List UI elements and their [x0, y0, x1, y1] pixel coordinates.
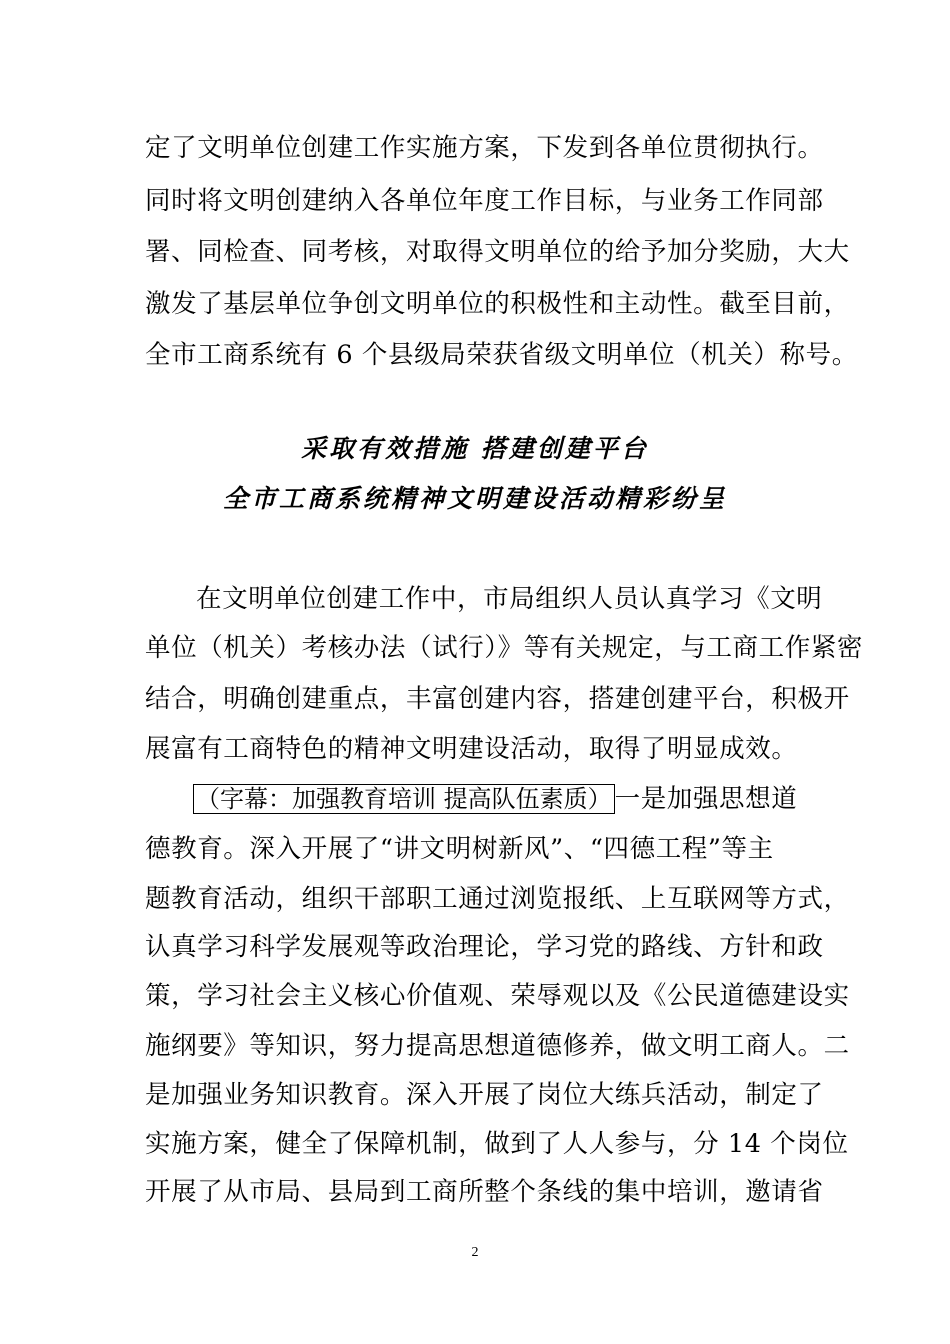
text-line: 德教育。深入开展了“讲文明树新风”、“四德工程”等主: [145, 834, 774, 864]
text-line: 施纲要》等知识，努力提高思想道德修养，做文明工商人。二: [145, 1031, 850, 1061]
text-line: 策，学习社会主义核心价值观、荣辱观以及《公民道德建设实: [145, 981, 850, 1011]
page-number: 2: [471, 1245, 479, 1260]
text-line: 题教育活动，组织干部职工通过浏览报纸、上互联网等方式，: [145, 884, 850, 914]
caption-following-text: 一是加强思想道: [614, 784, 798, 814]
section-heading-line2: 全市工商系统精神文明建设活动精彩纷呈: [222, 484, 727, 513]
caption-box: （字幕：加强教育培训 提高队伍素质）: [193, 784, 615, 814]
text-line: 开展了从市局、县局到工商所整个条线的集中培训，邀请省: [145, 1177, 824, 1207]
text-line: 署、同检查、同考核，对取得文明单位的给予加分奖励，大大: [145, 237, 850, 267]
text-line: 实施方案，健全了保障机制，做到了人人参与，分 14 个岗位: [145, 1129, 849, 1159]
text-line: 在文明单位创建工作中，市局组织人员认真学习《文明: [196, 584, 823, 614]
text-line: 认真学习科学发展观等政治理论，学习党的路线、方针和政: [145, 932, 824, 962]
text-line: [193, 783, 797, 815]
text-line: 定了文明单位创建工作实施方案，下发到各单位贯彻执行。: [145, 133, 824, 163]
text-line: 结合，明确创建重点，丰富创建内容，搭建创建平台，积极开: [145, 684, 850, 714]
section-heading-line1: 采取有效措施 搭建创建平台: [301, 434, 649, 463]
text-line: 激发了基层单位争创文明单位的积极性和主动性。截至目前，: [145, 289, 850, 319]
text-line: 全市工商系统有 6 个县级局荣获省级文明单位（机关）称号。: [145, 340, 858, 370]
text-line: 展富有工商特色的精神文明建设活动，取得了明显成效。: [145, 734, 798, 764]
text-line: 单位（机关）考核办法（试行）》等有关规定，与工商工作紧密: [145, 633, 864, 663]
text-line: 同时将文明创建纳入各单位年度工作目标，与业务工作同部: [145, 186, 824, 216]
text-line: 是加强业务知识教育。深入开展了岗位大练兵活动，制定了: [145, 1080, 824, 1110]
